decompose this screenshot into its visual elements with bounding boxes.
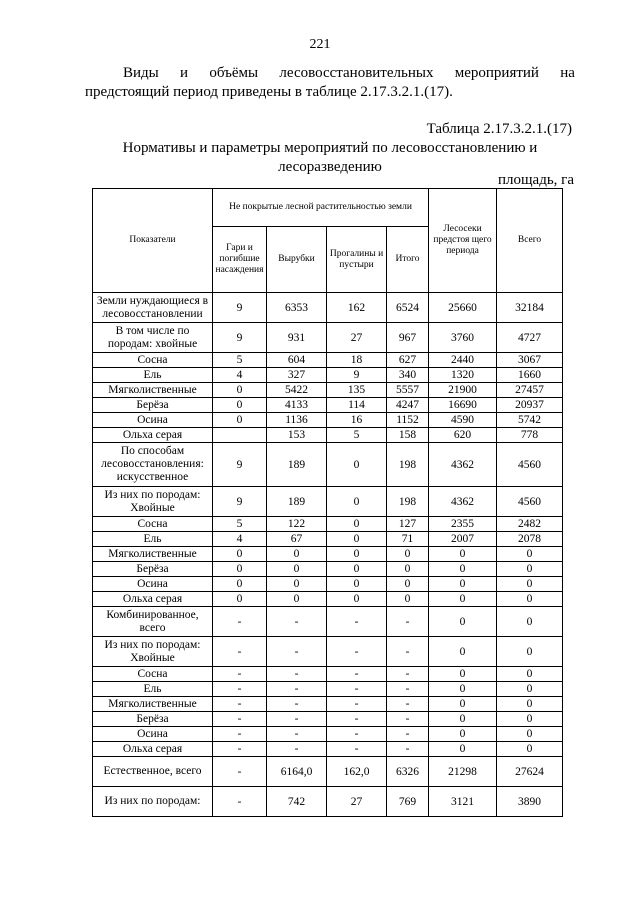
subtotal-cell: 71 — [387, 532, 429, 547]
cuttings-cell: - — [267, 697, 327, 712]
burns-cell: 9 — [213, 487, 267, 517]
row-name-cell: Мягколиственные — [93, 697, 213, 712]
row-name-cell: Ель — [93, 368, 213, 383]
total-cell: 27624 — [497, 757, 563, 787]
row-name-cell: Сосна — [93, 353, 213, 368]
burns-cell — [213, 428, 267, 443]
total-cell: 20937 — [497, 398, 563, 413]
burns-cell: - — [213, 727, 267, 742]
cuttings-cell: 1136 — [267, 413, 327, 428]
total-cell: 4560 — [497, 443, 563, 487]
burns-cell: 0 — [213, 547, 267, 562]
subtotal-cell: - — [387, 682, 429, 697]
glades-cell: 162,0 — [327, 757, 387, 787]
row-name-cell: Из них по породам: Хвойные — [93, 637, 213, 667]
glades-cell: 162 — [327, 293, 387, 323]
row-name-cell: Ольха серая — [93, 742, 213, 757]
intro-word: и — [180, 65, 189, 81]
upcoming-cell: 0 — [429, 577, 497, 592]
glades-cell: - — [327, 607, 387, 637]
cuttings-cell: 0 — [267, 592, 327, 607]
cuttings-cell: - — [267, 667, 327, 682]
cuttings-cell: 742 — [267, 787, 327, 817]
glades-cell: 27 — [327, 323, 387, 353]
table-row — [93, 787, 563, 817]
measures-table — [92, 188, 563, 817]
header-cuttings: Вырубки — [267, 227, 327, 293]
unit-label: площадь, га — [497, 172, 574, 188]
total-cell: 3067 — [497, 353, 563, 368]
row-name-cell: Сосна — [93, 667, 213, 682]
subtotal-cell: 0 — [387, 562, 429, 577]
cuttings-cell: 604 — [267, 353, 327, 368]
intro-word: Виды — [123, 65, 159, 81]
table-body — [93, 293, 563, 817]
intro-word: на — [560, 65, 575, 81]
total-cell: 4727 — [497, 323, 563, 353]
total-cell: 2482 — [497, 517, 563, 532]
table-row — [93, 727, 563, 742]
total-cell: 0 — [497, 742, 563, 757]
table-row — [93, 413, 563, 428]
table-row — [93, 487, 563, 517]
header-upcoming-cuttings: Лесосеки предстоя щего периода — [429, 189, 497, 293]
row-name-cell: Ель — [93, 682, 213, 697]
subtotal-cell: 198 — [387, 443, 429, 487]
subtotal-cell: - — [387, 667, 429, 682]
upcoming-cell: 2007 — [429, 532, 497, 547]
table-label: Таблица 2.17.3.2.1.(17) — [426, 121, 572, 137]
upcoming-cell: 1320 — [429, 368, 497, 383]
upcoming-cell: 0 — [429, 682, 497, 697]
subtotal-cell: 158 — [387, 428, 429, 443]
cuttings-cell: 931 — [267, 323, 327, 353]
glades-cell: 0 — [327, 532, 387, 547]
upcoming-cell: 4590 — [429, 413, 497, 428]
table-title-line-1: Нормативы и параметры мероприятий по лесовосстановлению и — [122, 140, 538, 156]
table-row — [93, 592, 563, 607]
upcoming-cell: 0 — [429, 637, 497, 667]
intro-word: мероприятий — [454, 65, 539, 81]
table-row — [93, 368, 563, 383]
burns-cell: 0 — [213, 413, 267, 428]
intro-word: лесовосстановительных — [279, 65, 434, 81]
intro-line-2: предстоящий период приведены в таблице 2.17.3.2.1.(17). — [85, 84, 453, 100]
subtotal-cell: 1152 — [387, 413, 429, 428]
upcoming-cell: 0 — [429, 607, 497, 637]
upcoming-cell: 0 — [429, 562, 497, 577]
subtotal-cell: - — [387, 607, 429, 637]
cuttings-cell: 67 — [267, 532, 327, 547]
glades-cell: 0 — [327, 443, 387, 487]
table-row — [93, 398, 563, 413]
burns-cell: 9 — [213, 293, 267, 323]
intro-word: объёмы — [209, 65, 259, 81]
subtotal-cell: 198 — [387, 487, 429, 517]
table-row — [93, 682, 563, 697]
header-total: Всего — [497, 189, 563, 293]
total-cell: 0 — [497, 727, 563, 742]
total-cell: 4560 — [497, 487, 563, 517]
total-cell: 3890 — [497, 787, 563, 817]
table-row — [93, 323, 563, 353]
cuttings-cell: 122 — [267, 517, 327, 532]
glades-cell: 0 — [327, 562, 387, 577]
table-row — [93, 637, 563, 667]
burns-cell: 4 — [213, 532, 267, 547]
burns-cell: 0 — [213, 398, 267, 413]
burns-cell: - — [213, 757, 267, 787]
header-glades: Прогалины и пустыри — [327, 227, 387, 293]
upcoming-cell: 21298 — [429, 757, 497, 787]
upcoming-cell: 4362 — [429, 487, 497, 517]
total-cell: 778 — [497, 428, 563, 443]
glades-cell: - — [327, 637, 387, 667]
upcoming-cell: 0 — [429, 727, 497, 742]
upcoming-cell: 16690 — [429, 398, 497, 413]
row-name-cell: Берёза — [93, 712, 213, 727]
table-row — [93, 517, 563, 532]
subtotal-cell: 127 — [387, 517, 429, 532]
burns-cell: - — [213, 787, 267, 817]
total-cell: 1660 — [497, 368, 563, 383]
table-row — [93, 428, 563, 443]
upcoming-cell: 0 — [429, 697, 497, 712]
table-row — [93, 562, 563, 577]
cuttings-cell: - — [267, 742, 327, 757]
row-name-cell: Комбинированное, всего — [93, 607, 213, 637]
row-name-cell: Ольха серая — [93, 592, 213, 607]
glades-cell: - — [327, 742, 387, 757]
upcoming-cell: 0 — [429, 547, 497, 562]
table-row — [93, 532, 563, 547]
table-row — [93, 607, 563, 637]
glades-cell: 0 — [327, 547, 387, 562]
subtotal-cell: 340 — [387, 368, 429, 383]
table-row — [93, 353, 563, 368]
subtotal-cell: 769 — [387, 787, 429, 817]
row-name-cell: Осина — [93, 577, 213, 592]
burns-cell: 0 — [213, 383, 267, 398]
row-name-cell: Мягколиственные — [93, 383, 213, 398]
burns-cell: - — [213, 682, 267, 697]
subtotal-cell: 0 — [387, 547, 429, 562]
upcoming-cell: 4362 — [429, 443, 497, 487]
cuttings-cell: 6164,0 — [267, 757, 327, 787]
table-row — [93, 757, 563, 787]
upcoming-cell: 25660 — [429, 293, 497, 323]
row-name-cell: Берёза — [93, 562, 213, 577]
subtotal-cell: - — [387, 697, 429, 712]
subtotal-cell: - — [387, 712, 429, 727]
burns-cell: - — [213, 607, 267, 637]
subtotal-cell: 6524 — [387, 293, 429, 323]
intro-line-1 — [85, 64, 575, 83]
glades-cell: - — [327, 682, 387, 697]
table-row — [93, 742, 563, 757]
row-name-cell: Сосна — [93, 517, 213, 532]
glades-cell: 0 — [327, 487, 387, 517]
glades-cell: 114 — [327, 398, 387, 413]
subtotal-cell: 4247 — [387, 398, 429, 413]
subtotal-cell: - — [387, 727, 429, 742]
upcoming-cell: 0 — [429, 742, 497, 757]
cuttings-cell: - — [267, 682, 327, 697]
glades-cell: 135 — [327, 383, 387, 398]
row-name-cell: Ольха серая — [93, 428, 213, 443]
upcoming-cell: 2355 — [429, 517, 497, 532]
total-cell: 0 — [497, 577, 563, 592]
cuttings-cell: 5422 — [267, 383, 327, 398]
header-total-unforested: Итого — [387, 227, 429, 293]
glades-cell: 18 — [327, 353, 387, 368]
total-cell: 27457 — [497, 383, 563, 398]
page-number: 221 — [309, 37, 331, 52]
glades-cell: 5 — [327, 428, 387, 443]
burns-cell: 5 — [213, 517, 267, 532]
row-name-cell: Мягколиственные — [93, 547, 213, 562]
row-name-cell: Осина — [93, 413, 213, 428]
row-name-cell: Берёза — [93, 398, 213, 413]
table-row — [93, 547, 563, 562]
glades-cell: 27 — [327, 787, 387, 817]
total-cell: 0 — [497, 637, 563, 667]
cuttings-cell: 0 — [267, 547, 327, 562]
glades-cell: 9 — [327, 368, 387, 383]
subtotal-cell: - — [387, 742, 429, 757]
subtotal-cell: 967 — [387, 323, 429, 353]
subtotal-cell: 5557 — [387, 383, 429, 398]
total-cell: 32184 — [497, 293, 563, 323]
table-row — [93, 443, 563, 487]
table-row — [93, 712, 563, 727]
glades-cell: - — [327, 667, 387, 682]
header-burns: Гари и погибшие насаждения — [213, 227, 267, 293]
cuttings-cell: 0 — [267, 562, 327, 577]
total-cell: 2078 — [497, 532, 563, 547]
burns-cell: - — [213, 667, 267, 682]
total-cell: 5742 — [497, 413, 563, 428]
cuttings-cell: 327 — [267, 368, 327, 383]
upcoming-cell: 0 — [429, 592, 497, 607]
total-cell: 0 — [497, 682, 563, 697]
cuttings-cell: 189 — [267, 443, 327, 487]
row-name-cell: Ель — [93, 532, 213, 547]
burns-cell: 0 — [213, 577, 267, 592]
table-row — [93, 667, 563, 682]
glades-cell: - — [327, 727, 387, 742]
glades-cell: 0 — [327, 517, 387, 532]
cuttings-cell: 6353 — [267, 293, 327, 323]
cuttings-cell: 153 — [267, 428, 327, 443]
total-cell: 0 — [497, 607, 563, 637]
upcoming-cell: 0 — [429, 712, 497, 727]
upcoming-cell: 0 — [429, 667, 497, 682]
burns-cell: 9 — [213, 443, 267, 487]
table-row — [93, 293, 563, 323]
row-name-cell: Земли нуждающиеся в лесовосстановлении — [93, 293, 213, 323]
cuttings-cell: - — [267, 727, 327, 742]
table-row — [93, 697, 563, 712]
burns-cell: - — [213, 637, 267, 667]
total-cell: 0 — [497, 712, 563, 727]
total-cell: 0 — [497, 562, 563, 577]
upcoming-cell: 620 — [429, 428, 497, 443]
row-name-cell: В том числе по породам: хвойные — [93, 323, 213, 353]
row-name-cell: Из них по породам: Хвойные — [93, 487, 213, 517]
upcoming-cell: 3760 — [429, 323, 497, 353]
subtotal-cell: 6326 — [387, 757, 429, 787]
total-cell: 0 — [497, 547, 563, 562]
cuttings-cell: - — [267, 607, 327, 637]
table-title-line-2: лесоразведению — [278, 159, 382, 175]
row-name-cell: Естественное, всего — [93, 757, 213, 787]
total-cell: 0 — [497, 667, 563, 682]
subtotal-cell: 627 — [387, 353, 429, 368]
cuttings-cell: - — [267, 637, 327, 667]
upcoming-cell: 2440 — [429, 353, 497, 368]
burns-cell: 5 — [213, 353, 267, 368]
total-cell: 0 — [497, 592, 563, 607]
table-row — [93, 383, 563, 398]
subtotal-cell: 0 — [387, 592, 429, 607]
burns-cell: 9 — [213, 323, 267, 353]
subtotal-cell: 0 — [387, 577, 429, 592]
cuttings-cell: - — [267, 712, 327, 727]
glades-cell: - — [327, 712, 387, 727]
row-name-cell: Из них по породам: — [93, 787, 213, 817]
header-unforested-group: Не покрытые лесной растительностью земли — [213, 189, 429, 227]
burns-cell: 0 — [213, 592, 267, 607]
intro-paragraph — [85, 64, 575, 102]
cuttings-cell: 4133 — [267, 398, 327, 413]
burns-cell: 4 — [213, 368, 267, 383]
total-cell: 0 — [497, 697, 563, 712]
burns-cell: - — [213, 712, 267, 727]
glades-cell: 16 — [327, 413, 387, 428]
burns-cell: 0 — [213, 562, 267, 577]
row-name-cell: По способам лесовосстановления: искусственное — [93, 443, 213, 487]
burns-cell: - — [213, 742, 267, 757]
burns-cell: - — [213, 697, 267, 712]
header-indicators: Показатели — [93, 189, 213, 293]
cuttings-cell: 0 — [267, 577, 327, 592]
upcoming-cell: 21900 — [429, 383, 497, 398]
upcoming-cell: 3121 — [429, 787, 497, 817]
glades-cell: 0 — [327, 592, 387, 607]
row-name-cell: Осина — [93, 727, 213, 742]
cuttings-cell: 189 — [267, 487, 327, 517]
table-row — [93, 577, 563, 592]
subtotal-cell: - — [387, 637, 429, 667]
glades-cell: 0 — [327, 577, 387, 592]
glades-cell: - — [327, 697, 387, 712]
